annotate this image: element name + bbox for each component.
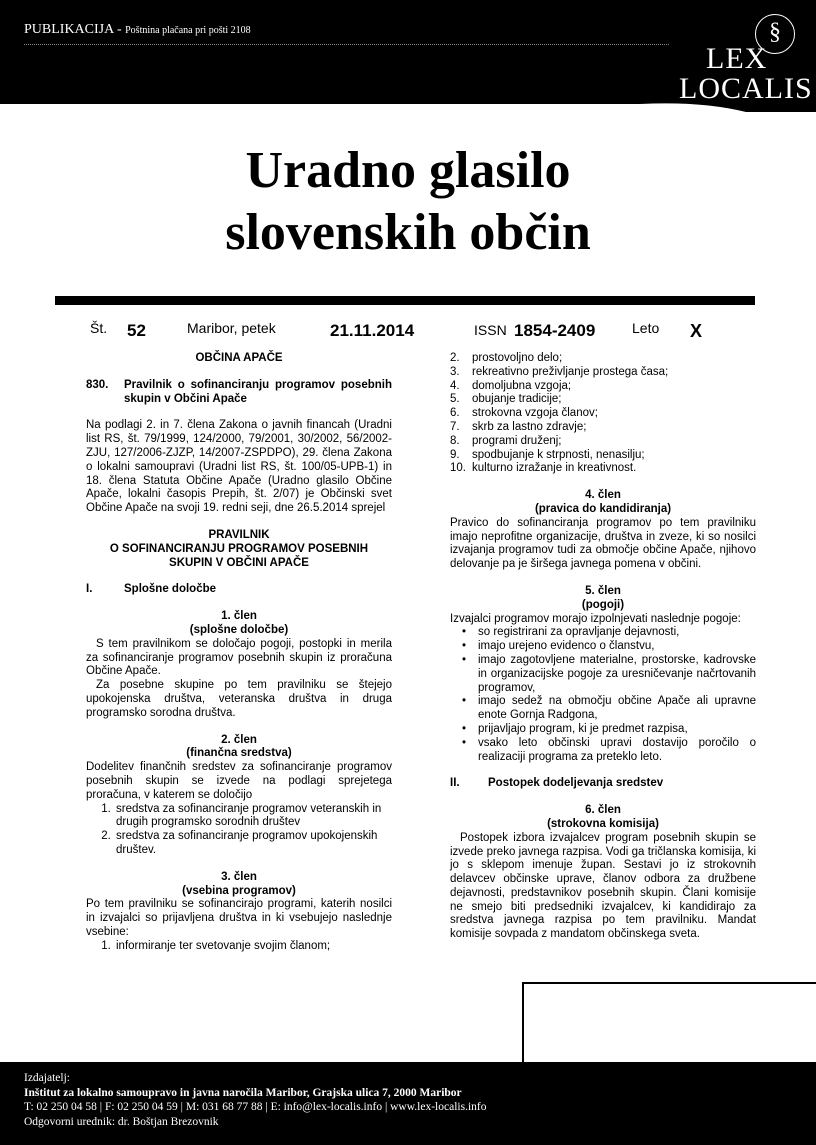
item-number: 2. — [450, 352, 460, 364]
item-text: imajo zagotovljene materialne, prostorske, kadrovske in organizacijske pogoje za uresničevanje načrtovanih programov, — [478, 653, 756, 694]
masthead-line-1: Uradno glasilo — [245, 142, 571, 199]
act-heading — [86, 379, 392, 407]
art-2-subtitle: (finančna sredstva) — [186, 747, 292, 760]
art-1-para-2: Za posebne skupine po tem pravilniku se štejejo upokojenska društva, veteranska društva in druga programsko sorodna društva. — [86, 679, 392, 719]
list-item — [450, 462, 756, 476]
header-band — [0, 0, 816, 112]
masthead-line-2: slovenskih občin — [225, 204, 591, 261]
art-6-subtitle: (strokovna komisija) — [547, 817, 659, 830]
art-2-title: 2. člen — [221, 733, 257, 746]
art-3-list-start — [86, 940, 392, 954]
item-number: 10. — [450, 462, 466, 475]
doc-title-1: PRAVILNIK — [208, 528, 270, 541]
list-item: 1. informiranje ter svetovanje svojim članom; — [114, 940, 392, 954]
list-item — [450, 393, 756, 407]
section-1-heading — [86, 583, 392, 597]
act-title: Pravilnik o sofinanciranju programov posebnih skupin v Občini Apače — [124, 378, 392, 405]
list-item — [450, 654, 756, 695]
item-text: prostovoljno delo; — [472, 352, 563, 364]
art-1-title: 1. člen — [221, 610, 257, 623]
list-item: 1. sredstva za sofinanciranje programov veteranskih in drugih programsko sorodnih društev — [114, 803, 392, 831]
art-3-para-1: Po tem pravilniku se sofinancirajo programi, katerih nosilci in izvajalci so prijavljena društva in ki vsebujejo naslednje vsebine: — [86, 898, 392, 938]
issue-date: 21.11.2014 — [330, 321, 415, 340]
section-2-title: Postopek dodeljevanja sredstev — [488, 777, 664, 790]
issue-place: Maribor, petek — [187, 320, 276, 336]
item-number: 9. — [450, 448, 460, 461]
list-item — [450, 737, 756, 765]
lex-localis-logo — [675, 14, 813, 105]
municipality-heading: OBČINA APAČE — [195, 352, 283, 364]
list-item — [450, 435, 756, 449]
list-item — [450, 366, 756, 380]
issue-number: 52 — [127, 321, 146, 340]
art-1-para-1: S tem pravilnikom se določajo pogoji, postopki in merila za sofinanciranje programov posebnih skupin iz proračuna Občine Apače. — [86, 637, 392, 678]
item-text: imajo sedež na območju občine Apače ali upravne enote Gornja Radgona, — [478, 695, 756, 722]
footer-band — [0, 1062, 816, 1145]
section-1-number: I. — [86, 583, 93, 596]
list-item — [450, 626, 756, 640]
list-item — [450, 380, 756, 394]
item-text: obujanje tradicije; — [472, 393, 562, 406]
list-item — [450, 421, 756, 435]
item-text: so registrirani za opravljanje dejavnosti, — [478, 626, 680, 639]
item-text: skrb za lastno zdravje; — [472, 420, 587, 433]
publisher-name: Inštitut za lokalno samoupravo in javna naročila Maribor, Grajska ulica 7, 2000 Maribor — [24, 1086, 462, 1099]
item-text: imajo urejeno evidenco o članstvu, — [478, 640, 655, 653]
year-label: Leto — [632, 320, 660, 336]
bullet-icon: • — [461, 626, 467, 639]
year-value: X — [690, 321, 703, 341]
issn-label: ISSN — [474, 322, 507, 338]
list-item — [450, 695, 756, 723]
item-number: 6. — [450, 407, 460, 420]
list-item — [450, 723, 756, 737]
art-4-title: 4. člen — [585, 489, 621, 502]
paragraph-sign-icon: § — [769, 19, 781, 45]
item-text: programi druženj; — [472, 434, 562, 447]
item-number: 3. — [450, 365, 460, 378]
item-text: rekreativno preživljanje prostega časa; — [472, 365, 669, 378]
preamble: Na podlagi 2. in 7. člena Zakona o javnih financah (Uradni list RS, št. 79/1999, 124/2000, 79/2001, 30/2002, 56/2002-ZJU, 127/2006-ZJZP, 14/2007-ZSPDPO), 29. člena Zakona o lokalni samoupravi (Uradni list RS, št. 100/05-UPB-1) in 18. člena Statuta Občine Apače (Uradno glasilo Občine Apače, lokalni časopis Prepih, št. 2/07) je Občinski svet Občine Apače na svoji 19. redni seji, dne 26.5.2014 sprejel — [86, 419, 392, 515]
issue-number-label: Št. — [90, 320, 108, 336]
dotted-rule — [24, 44, 669, 45]
art-4-subtitle: (pravica do kandidiranja) — [534, 502, 672, 515]
art-3-title: 3. člen — [221, 870, 257, 883]
art-4-para-1: Pravico do sofinanciranja programov po tem pravilniku imajo neprofitne organizacije, društva in zveze, ki so nosilci izvajanja programov tudi za območje občine Apače, njihovo delovanje pa je širšega javnega pomena v občini. — [450, 516, 756, 571]
item-number: 7. — [450, 420, 460, 433]
editor-line: Odgovorni urednik: dr. Boštjan Brezovnik — [24, 1115, 219, 1128]
item-text: kulturno izražanje in kreativnost. — [472, 462, 637, 475]
title-rule — [55, 296, 755, 305]
postage-note: Poštnina plačana pri pošti 2108 — [125, 25, 251, 36]
item-number: 8. — [450, 434, 460, 447]
item-text: domoljubna vzgoja; — [472, 379, 572, 392]
list-item — [450, 352, 756, 366]
art-5-title: 5. člen — [585, 584, 621, 597]
logo-localis: LOCALIS — [679, 72, 813, 105]
logo-lex: LEX — [706, 42, 768, 75]
list-item — [450, 640, 756, 654]
section-1-title: Splošne določbe — [124, 583, 217, 596]
section-2-heading — [450, 777, 756, 791]
item-text: prijavljajo program, ki je predmet razpisa, — [478, 722, 688, 735]
art-2-list — [86, 803, 392, 858]
bullet-icon: • — [461, 736, 467, 749]
section-2-number: II. — [450, 777, 460, 790]
list-item — [450, 407, 756, 421]
item-text: strokovna vzgoja članov; — [472, 407, 598, 420]
list-item: 2. sredstva za sofinanciranje programov upokojenskih društev. — [114, 830, 392, 858]
list-item — [450, 449, 756, 463]
right-column — [450, 352, 756, 942]
bullet-icon: • — [461, 653, 467, 666]
doc-title-2: O SOFINANCIRANJU PROGRAMOV POSEBNIH — [109, 542, 369, 555]
item-text: vsako leto občinski upravi dostavijo poročilo o realizaciji programa za preteklo leto. — [478, 736, 756, 763]
art-2-para-1: Dodelitev finančnih sredstev za sofinanciranje programov posebnih skupin se izvede na podlagi sprejetega proračuna, v katerem se določijo — [86, 761, 392, 801]
art-5-list — [450, 626, 756, 764]
act-number: 830. — [86, 378, 109, 391]
item-number: 4. — [450, 379, 460, 392]
art-5-para-1: Izvajalci programov morajo izpolnjevati naslednje pogoje: — [450, 612, 741, 625]
bullet-icon: • — [461, 722, 467, 735]
bullet-icon: • — [461, 640, 467, 653]
left-column — [86, 352, 392, 953]
item-text: spodbujanje k strpnosti, nenasilju; — [472, 448, 645, 461]
art-1-subtitle: (splošne določbe) — [189, 623, 289, 636]
publisher-label: Izdajatelj: — [24, 1072, 70, 1084]
art-6-title: 6. člen — [585, 804, 621, 817]
publication-line — [24, 22, 251, 38]
art-3-list-continued — [450, 352, 756, 476]
item-number: 5. — [450, 393, 460, 406]
art-3-subtitle: (vsebina programov) — [182, 884, 296, 897]
issn-value: 1854-2409 — [514, 321, 596, 340]
publisher-contacts: T: 02 250 04 58 | F: 02 250 04 59 | M: 031 68 77 88 | E: info@lex-localis.info | www.lex-localis.info — [24, 1101, 487, 1113]
publication-label: PUBLIKACIJA - — [24, 22, 122, 37]
art-6-para-1: Postopek izbora izvajalcev program posebnih skupin se izvede preko javnega razpisa. Vodi ga tričlanska komisija, ki jo s sklepom imenuje župan. Sestavi jo iz strokovnih delavcev občinske uprave, članov odbora za družbene dejavnosti, predstavnikov posebnih skupin. Člani komisije ne smejo biti predsedniki izvajalcev, ki kandidirajo za sredstva javnega razpisa po tem pravilniku. Mandat komisije sovpada z mandatom občinskega sveta. — [450, 831, 756, 941]
bullet-icon: • — [461, 695, 467, 708]
masthead-title — [0, 140, 816, 264]
doc-title-3: SKUPIN V OBČINI APAČE — [169, 556, 309, 569]
art-5-subtitle: (pogoji) — [581, 598, 625, 611]
